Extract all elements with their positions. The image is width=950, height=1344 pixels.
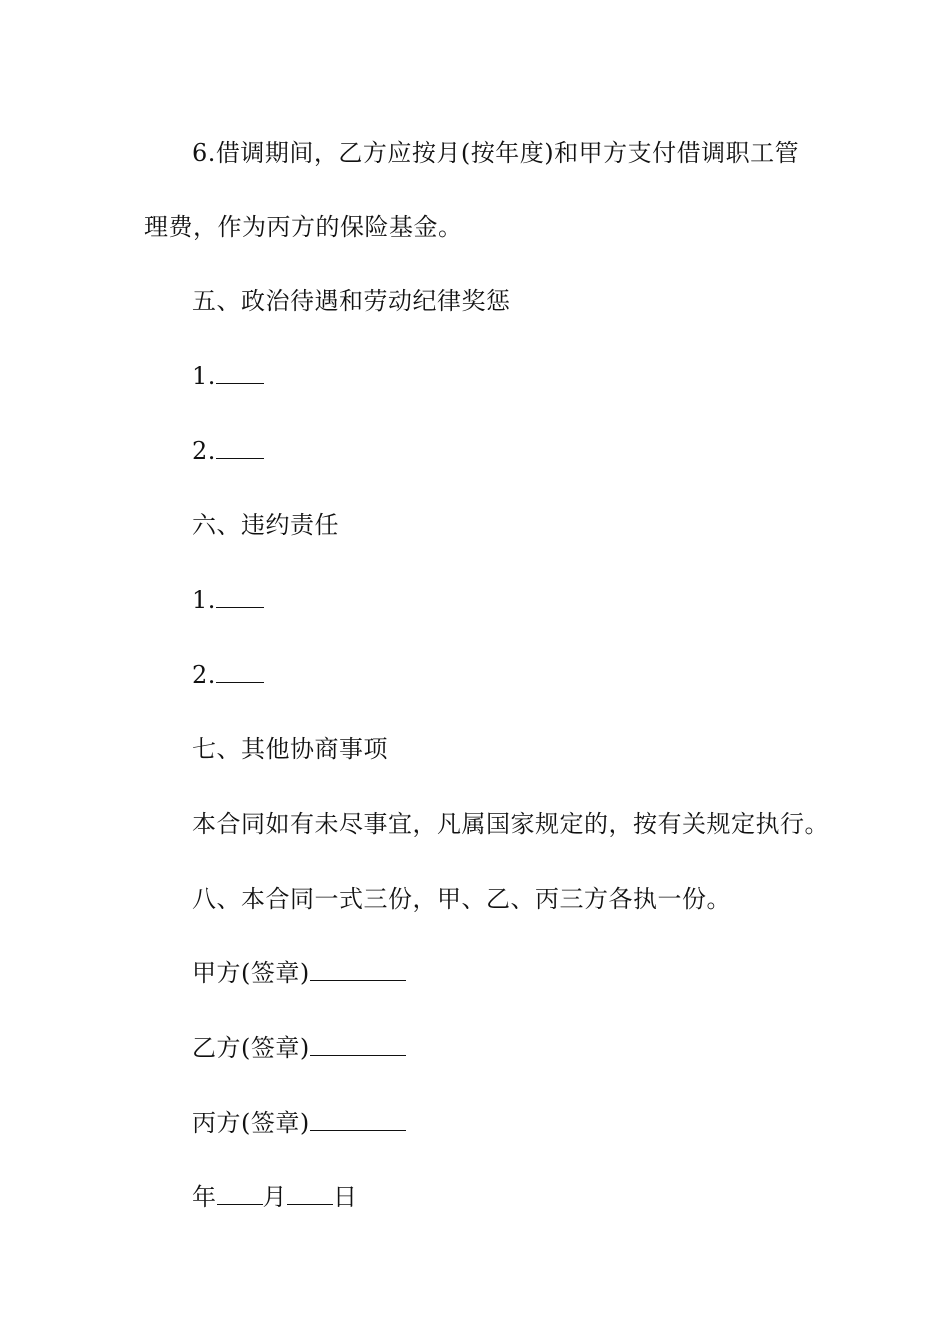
date-day-blank [287, 1182, 333, 1205]
item-number: 2. [192, 661, 216, 689]
signature-party-b [192, 1033, 406, 1063]
section-5-heading [192, 286, 511, 316]
date-day-label: 日 [333, 1183, 358, 1211]
section-6-item-2 [192, 660, 264, 690]
date-month-label: 月 [262, 1183, 287, 1211]
fill-in-blank [216, 361, 264, 384]
date-line [192, 1182, 358, 1212]
section-6-heading [192, 510, 339, 540]
section-7-text: 本合同如有未尽事宜，凡属国家规定的，按有关规定执行。 [192, 810, 829, 838]
paragraph-6-text-2: 理费，作为丙方的保险基金。 [144, 213, 463, 241]
signature-blank-b [310, 1033, 406, 1056]
signature-blank-a [310, 958, 406, 981]
signature-label-a: 甲方(签章) [192, 959, 310, 987]
paragraph-6-line-2 [144, 212, 463, 242]
item-number: 1. [192, 586, 216, 614]
section-6-title: 六、违约责任 [192, 511, 339, 539]
section-5-item-1 [192, 361, 264, 391]
item-number: 1. [192, 362, 216, 390]
section-5-item-2 [192, 436, 264, 466]
paragraph-6-text-1: 6.借调期间，乙方应按月(按年度)和甲方支付借调职工管 [192, 139, 800, 167]
section-6-item-1 [192, 585, 264, 615]
section-7-title: 七、其他协商事项 [192, 735, 388, 763]
signature-label-b: 乙方(签章) [192, 1034, 310, 1062]
date-month-blank [217, 1182, 263, 1205]
section-8-text: 八、本合同一式三份，甲、乙、丙三方各执一份。 [192, 885, 731, 913]
signature-label-c: 丙方(签章) [192, 1109, 310, 1137]
signature-party-a [192, 958, 406, 988]
section-7-body [192, 809, 829, 839]
fill-in-blank [216, 585, 264, 608]
section-7-heading [192, 734, 388, 764]
section-5-title: 五、政治待遇和劳动纪律奖惩 [192, 287, 511, 315]
fill-in-blank [216, 436, 264, 459]
fill-in-blank [216, 660, 264, 683]
item-number: 2. [192, 437, 216, 465]
section-8 [192, 884, 731, 914]
date-year-label: 年 [192, 1183, 217, 1211]
signature-party-c [192, 1108, 406, 1138]
signature-blank-c [310, 1108, 406, 1131]
paragraph-6-line-1 [192, 138, 799, 168]
